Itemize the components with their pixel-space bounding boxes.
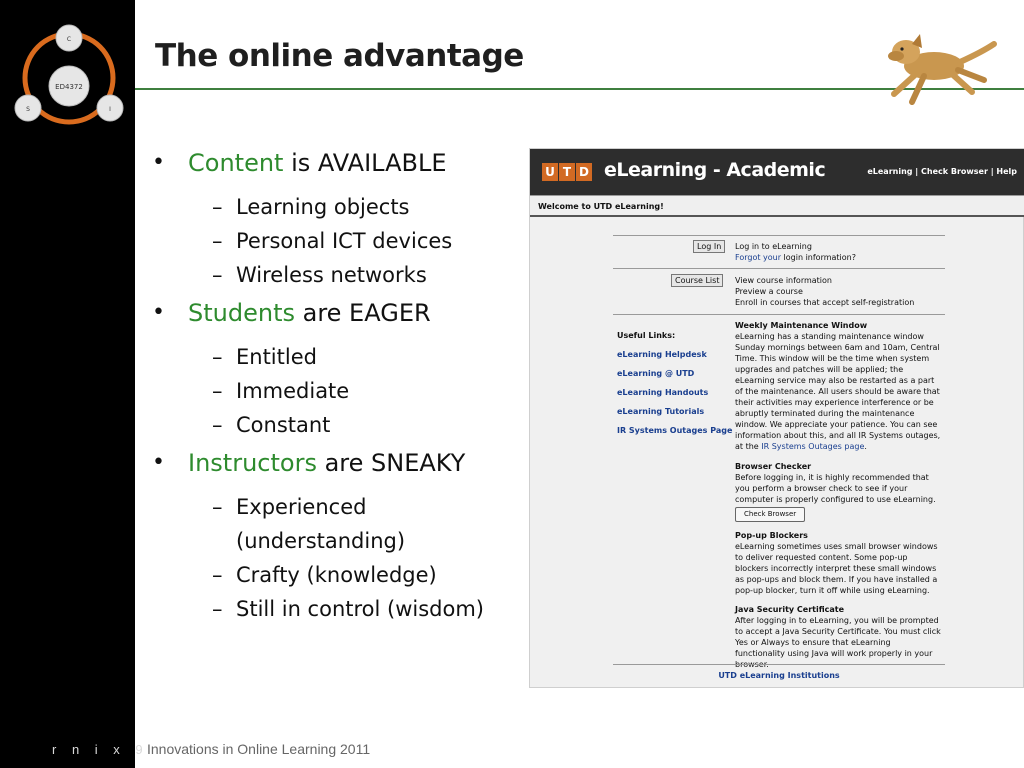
- welcome-bar: Welcome to UTD eLearning!: [530, 195, 1024, 217]
- bullet-accent: Content: [188, 149, 284, 177]
- sub-bullet: – Crafty (knowledge): [212, 558, 522, 592]
- footer-text: Innovations in Online Learning 2011: [147, 741, 371, 757]
- utd-logo-letter: U: [542, 163, 558, 181]
- popup-blockers-header: Pop-up Blockers: [735, 531, 808, 540]
- sub-bullet: – Wireless networks: [212, 258, 522, 292]
- course-info: [735, 275, 914, 308]
- maintenance-body: [735, 331, 943, 452]
- sub-bullet-text: Learning objects: [236, 195, 410, 219]
- bullet-accent: Instructors: [188, 449, 317, 477]
- bullet-instructors: [152, 448, 522, 478]
- utd-logo: [542, 163, 593, 181]
- bullet-text: [188, 298, 431, 328]
- bullet-rest: is AVAILABLE: [283, 149, 447, 177]
- forgot-link[interactable]: Forgot your: [735, 253, 781, 262]
- utd-logo-letter: D: [576, 163, 592, 181]
- course-text: Enroll in courses that accept self-registration: [735, 298, 915, 307]
- login-button[interactable]: Log In: [693, 240, 725, 253]
- outages-link[interactable]: IR Systems Outages page: [761, 442, 865, 451]
- sub-bullet-text: Crafty (knowledge): [236, 563, 437, 587]
- login-text-rest: login information?: [781, 253, 856, 262]
- bullet-dot: •: [152, 450, 165, 475]
- elearning-header: [530, 149, 1024, 195]
- useful-links-header: Useful Links:: [617, 331, 676, 340]
- useful-link[interactable]: eLearning Tutorials: [617, 407, 705, 416]
- course-list-button[interactable]: Course List: [671, 274, 723, 287]
- elearning-panel: [613, 235, 945, 685]
- sub-bullet-text: Personal ICT devices: [236, 229, 453, 253]
- cycle-right-label: I: [109, 106, 111, 113]
- divider: [613, 235, 945, 236]
- utd-logo-letter: T: [559, 163, 575, 181]
- divider: [613, 314, 945, 315]
- sub-bullet: – Personal ICT devices: [212, 224, 522, 258]
- sub-bullet: – Entitled: [212, 340, 522, 374]
- sub-bullet-text: Still in control (wisdom): [236, 597, 485, 621]
- cycle-top-label: C: [66, 36, 72, 43]
- sub-bullet: – Immediate: [212, 374, 522, 408]
- sub-bullet: – Constant: [212, 408, 522, 442]
- page-number: r n i x 9: [52, 742, 149, 757]
- institutions-link[interactable]: UTD eLearning Institutions: [718, 671, 840, 680]
- divider: [613, 664, 945, 665]
- sub-bullet: – Still in control (wisdom): [212, 592, 522, 626]
- elearning-screenshot: [529, 148, 1024, 688]
- bullet-content: [152, 148, 522, 178]
- bullet-dot: •: [152, 300, 165, 325]
- maintenance-text: eLearning has a standing maintenance window Sunday mornings between 6am and 10am, Central Time. This window will be the time when system upgrades and patches will be applied; the eLearning service may also be restarted as a part of the maintenance. All users should be aware that their activities may experience interference or be abruptly terminated during the maintenance window. We appreciate your patience. You can see information about this, and all IR Systems outages, at the: [735, 332, 941, 451]
- browser-checker-text: Before logging in, it is highly recommended that you perform a browser check to see if your computer is properly configured to use eLearning.: [735, 473, 936, 504]
- useful-link[interactable]: eLearning Helpdesk: [617, 350, 707, 359]
- slide-title: The online advantage: [155, 38, 524, 74]
- bullet-list: [152, 148, 522, 626]
- browser-checker-header: Browser Checker: [735, 462, 812, 471]
- useful-link[interactable]: eLearning @ UTD: [617, 369, 695, 378]
- cycle-left-label: S: [26, 106, 30, 113]
- bullet-text: [188, 148, 446, 178]
- divider: [613, 268, 945, 269]
- java-certificate-text: After logging in to eLearning, you will be prompted to accept a Java Security Certificate. You must click Yes or Always to ensure that eLearning functionality using Java will work properly in your: [735, 616, 941, 658]
- bullet-accent: Students: [188, 299, 295, 327]
- sub-bullet: – Learning objects: [212, 190, 522, 224]
- bullet-dot: •: [152, 150, 165, 175]
- running-dog-icon: [872, 22, 1000, 108]
- useful-link[interactable]: eLearning Handouts: [617, 388, 709, 397]
- maintenance-end: .: [864, 442, 867, 451]
- java-certificate-header: Java Security Certificate: [735, 605, 845, 614]
- sub-bullet-text: Constant: [236, 413, 331, 437]
- login-text: Log in to eLearning: [735, 242, 812, 251]
- check-browser-button[interactable]: Check Browser: [735, 507, 805, 522]
- maintenance-header: Weekly Maintenance Window: [735, 321, 868, 330]
- left-rail: [0, 0, 149, 768]
- cycle-diagram: [0, 0, 135, 135]
- sub-bullet-text: Wireless networks: [236, 263, 427, 287]
- sub-bullet-text: Experienced (understanding): [236, 495, 406, 553]
- bullet-rest: are EAGER: [294, 299, 431, 327]
- bullet-students: [152, 298, 522, 328]
- sub-bullet: – Experienced (understanding): [212, 490, 522, 558]
- sub-bullet-text: Immediate: [236, 379, 350, 403]
- course-text: Preview a course: [735, 287, 803, 296]
- announcements: [735, 320, 943, 670]
- header-links[interactable]: eLearning | Check Browser | Help: [867, 167, 1017, 176]
- course-text: View course information: [735, 276, 832, 285]
- sub-bullet-text: Entitled: [236, 345, 317, 369]
- login-info: [735, 241, 856, 263]
- popup-blockers-text: eLearning sometimes uses small browser windows to deliver requested content. Some pop-up blockers incorrectly interpret these small windows as pop-ups and block them. If you have installed a pop-up blocker, turn it off while using eLearning.: [735, 542, 938, 595]
- useful-link[interactable]: IR Systems Outages Page: [617, 426, 733, 435]
- elearning-title: eLearning - Academic: [604, 159, 826, 181]
- bullet-rest: are SNEAKY: [316, 449, 466, 477]
- bullet-text: [188, 448, 465, 478]
- cycle-center-label: ED4372: [55, 83, 83, 91]
